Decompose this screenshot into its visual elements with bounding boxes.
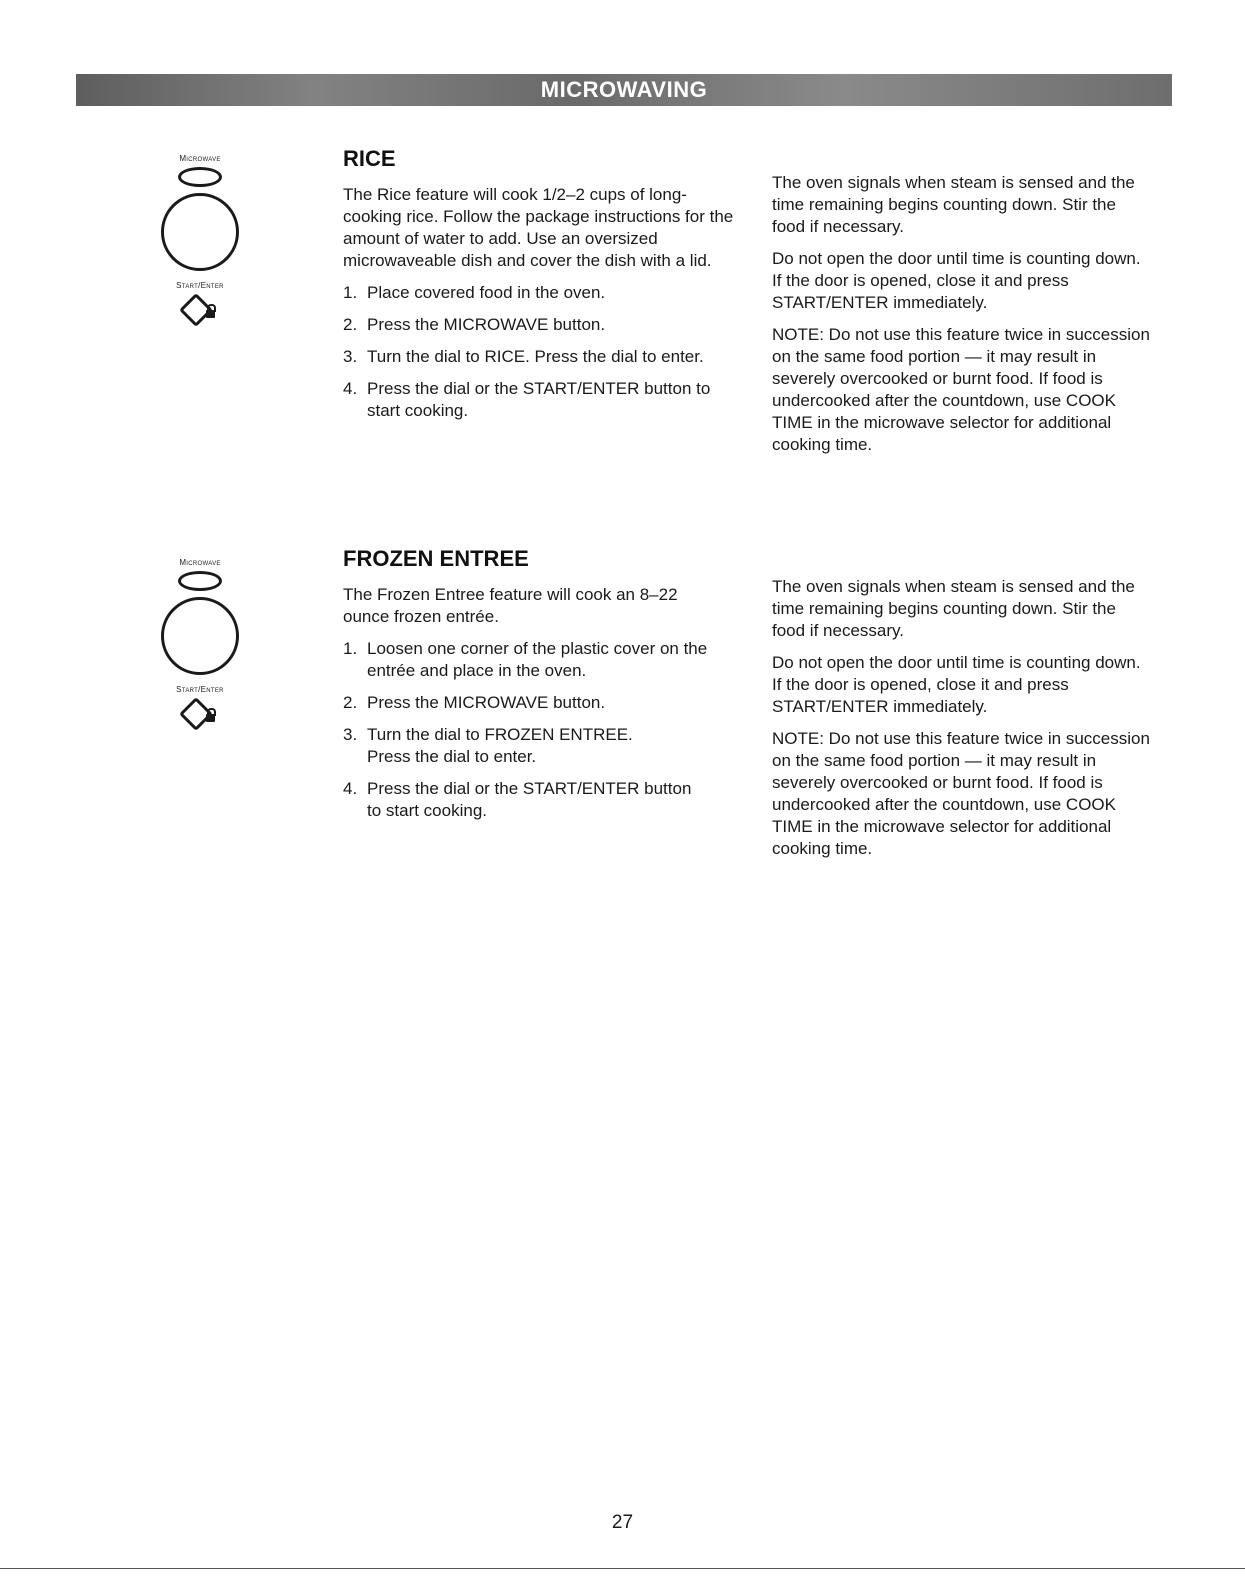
step-text: Turn the dial to FROZEN ENTREE. Press the dial to enter. [367, 725, 633, 766]
step-number: 3. [343, 725, 358, 744]
rice-heading: RICE [343, 146, 396, 171]
steam-signal-text: The oven signals when steam is sensed and the time remaining begins counting down. Stir the food if necessary. [772, 173, 1135, 236]
page-number: 27 [611, 1512, 634, 1533]
list-item [343, 724, 743, 768]
frozen-entree-heading: FROZEN ENTREE [343, 546, 529, 571]
step-text: Press the dial or the START/ENTER button to start cooking. [367, 779, 692, 820]
step-number: 1. [343, 639, 358, 658]
microwave-label: Microwave [179, 154, 221, 163]
start-enter-label: Start/Enter [176, 281, 224, 290]
frozen-entree-notes [772, 576, 1152, 870]
list-item [343, 282, 743, 304]
frozen-entree-steps [343, 638, 743, 822]
frozen-entree-intro: The Frozen Entree feature will cook an 8–22 ounce frozen entrée. [343, 585, 678, 626]
dial-icon [161, 193, 239, 271]
lock-icon [206, 714, 215, 722]
start-enter-icon [180, 700, 220, 730]
step-number: 2. [343, 693, 358, 712]
step-number: 1. [343, 283, 358, 302]
list-item [343, 638, 743, 682]
list-item [343, 346, 743, 368]
dial-icon [161, 597, 239, 675]
step-number: 3. [343, 347, 358, 366]
step-text: Place covered food in the oven. [367, 283, 606, 302]
rice-instructions [343, 146, 743, 432]
section-banner [76, 74, 1172, 106]
note-text: NOTE: Do not use this feature twice in succession on the same food portion — it may result in severely overcooked or burnt food. If food is undercooked after the countdown, use COOK TIME in the microwave selector for additional cooking time. [772, 325, 1150, 454]
rice-notes [772, 172, 1152, 466]
microwave-button-icon [178, 571, 222, 591]
frozen-entree-instructions [343, 546, 743, 832]
rice-control-icons [140, 154, 260, 326]
banner-title: MICROWAVING [540, 77, 708, 102]
start-enter-label: Start/Enter [176, 685, 224, 694]
list-item [343, 692, 743, 714]
note-text: NOTE: Do not use this feature twice in succession on the same food portion — it may result in severely overcooked or burnt food. If food is undercooked after the countdown, use COOK TIME in the microwave selector for additional cooking time. [772, 729, 1150, 858]
step-text: Turn the dial to RICE. Press the dial to enter. [367, 347, 704, 366]
door-warning-text: Do not open the door until time is counting down. If the door is opened, close it and press START/ENTER immediately. [772, 653, 1141, 716]
list-item [343, 778, 743, 822]
microwave-label: Microwave [179, 558, 221, 567]
frozen-control-icons [140, 558, 260, 730]
bottom-divider [0, 1568, 1245, 1569]
list-item [343, 314, 743, 336]
door-warning-text: Do not open the door until time is counting down. If the door is opened, close it and press START/ENTER immediately. [772, 249, 1141, 312]
step-text: Press the MICROWAVE button. [367, 315, 606, 334]
lock-icon [206, 310, 215, 318]
step-text: Press the dial or the START/ENTER button to start cooking. [367, 379, 711, 420]
step-number: 4. [343, 379, 358, 398]
rice-intro: The Rice feature will cook 1/2–2 cups of long-cooking rice. Follow the package instructions for the amount of water to add. Use an oversized microwaveable dish and cover the dish with a lid. [343, 185, 734, 270]
start-enter-icon [180, 296, 220, 326]
step-number: 2. [343, 315, 358, 334]
step-number: 4. [343, 779, 358, 798]
steam-signal-text: The oven signals when steam is sensed and the time remaining begins counting down. Stir the food if necessary. [772, 577, 1135, 640]
step-text: Loosen one corner of the plastic cover on the entrée and place in the oven. [367, 639, 708, 680]
list-item [343, 378, 743, 422]
rice-steps [343, 282, 743, 422]
step-text: Press the MICROWAVE button. [367, 693, 606, 712]
microwave-button-icon [178, 167, 222, 187]
